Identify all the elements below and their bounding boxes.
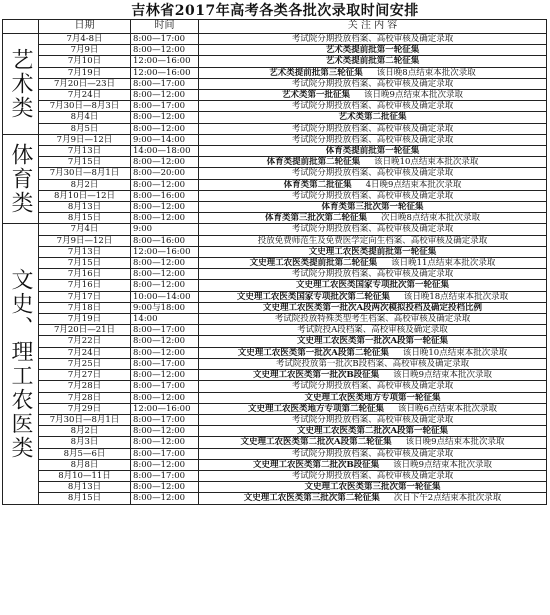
content-cell <box>199 280 547 291</box>
date-cell: 8月10日—12日 <box>39 190 131 201</box>
table-row <box>3 482 547 493</box>
date-cell: 7月15日 <box>39 258 131 269</box>
content-text: 考试院分期投放档案、高校审核及确定录取 <box>291 381 454 392</box>
date-cell: 7月9日 <box>39 45 131 56</box>
time-cell: 8:00—12:00 <box>131 123 199 134</box>
date-cell: 7月20日—23日 <box>39 78 131 89</box>
time-cell: 8:00—12:00 <box>131 493 199 504</box>
table-row <box>3 56 547 67</box>
date-cell: 8月13日 <box>39 482 131 493</box>
date-cell: 7月30日—8月3日 <box>39 101 131 112</box>
date-cell: 8月4日 <box>39 112 131 123</box>
content-text: 考试院分期投放档案、高校审核及确定录取 <box>291 101 454 112</box>
table-row <box>3 224 547 235</box>
category-label: 体育类 <box>3 134 39 224</box>
schedule-table <box>2 19 547 505</box>
table-row <box>3 437 547 448</box>
content-text: 考试院投放特殊类型考生档案、高校审核及确定录取 <box>274 314 471 325</box>
content-note: 该日晚9点结束本批次录取 <box>405 437 505 448</box>
table-row <box>3 213 547 224</box>
content-cell <box>199 146 547 157</box>
content-note: 该日晚11点结束本批次录取 <box>391 258 496 269</box>
content-text: 考试院分期投放档案、高校审核及确定录取 <box>291 34 454 44</box>
date-cell: 8月15日 <box>39 213 131 224</box>
table-row <box>3 112 547 123</box>
content-cell <box>199 482 547 493</box>
content-text: 考试院分期投放档案、高校审核及确定录取 <box>291 134 454 145</box>
content-text: 文史理工农医类提前批第二轮征集 <box>249 258 378 269</box>
content-text: 考试院分期投放档案、高校审核及确定录取 <box>291 470 454 481</box>
time-cell: 8:00—12:00 <box>131 45 199 56</box>
date-cell: 7月10日 <box>39 56 131 67</box>
content-text: 文史理工农医类第二批次B段征集 <box>252 459 380 470</box>
content-text: 体育类第二批征集 <box>283 179 352 190</box>
content-text: 艺术类提前批第二轮征集 <box>325 56 420 67</box>
time-cell: 8:00—12:00 <box>131 269 199 280</box>
content-cell <box>199 246 547 257</box>
content-cell <box>199 78 547 89</box>
date-cell: 7月28日 <box>39 392 131 403</box>
content-cell <box>199 381 547 392</box>
content-text: 体育类提前批第一轮征集 <box>325 146 420 157</box>
date-cell: 8月3日 <box>39 437 131 448</box>
date-cell: 7月15日 <box>39 157 131 168</box>
content-cell <box>199 459 547 470</box>
content-text: 体育类提前批第二轮征集 <box>266 157 361 168</box>
date-cell: 7月13日 <box>39 246 131 257</box>
content-note: 该日晚6点结束本批次录取 <box>398 403 497 414</box>
date-cell: 8月8日 <box>39 459 131 470</box>
date-cell: 7月16日 <box>39 269 131 280</box>
table-row <box>3 78 547 89</box>
content-text: 考试院分期投放档案、高校审核及确定录取 <box>291 123 454 134</box>
time-cell: 14:00—18:00 <box>131 146 199 157</box>
time-cell: 14:00 <box>131 314 199 325</box>
content-text: 文史理工农医类第三批次第二轮征集 <box>243 493 380 504</box>
content-text: 文史理工农医类国家专项批次第二轮征集 <box>236 291 390 302</box>
time-cell: 12:00—16:00 <box>131 403 199 414</box>
time-cell: 8:00—17:00 <box>131 34 199 45</box>
time-cell: 8:00—20:00 <box>131 168 199 179</box>
header-date: 日期 <box>39 20 131 34</box>
content-text: 文史理工农医类地方专项第二轮征集 <box>248 403 385 414</box>
table-row <box>3 414 547 425</box>
content-text: 考试院分期投放档案、高校审核及确定录取 <box>291 190 454 201</box>
table-row <box>3 235 547 246</box>
content-cell <box>199 34 547 45</box>
table-row <box>3 426 547 437</box>
time-cell: 8:00—17:00 <box>131 78 199 89</box>
table-row <box>3 302 547 313</box>
content-cell <box>199 291 547 302</box>
date-cell: 7月17日 <box>39 291 131 302</box>
table-row <box>3 190 547 201</box>
date-cell: 7月22日 <box>39 336 131 347</box>
table-row <box>3 280 547 291</box>
content-text: 文史理工农医类第二批次A段第一轮征集 <box>296 426 449 437</box>
content-cell <box>199 224 547 235</box>
content-text: 文史理工农医类第二批次A段第二轮征集 <box>240 437 392 448</box>
date-cell: 7月16日 <box>39 280 131 291</box>
header-time: 时间 <box>131 20 199 34</box>
date-cell: 8月10—11日 <box>39 470 131 481</box>
content-cell <box>199 302 547 313</box>
table-row <box>3 157 547 168</box>
table-row <box>3 403 547 414</box>
content-text: 文史理工农医类第三批次第一轮征集 <box>304 482 441 493</box>
table-row <box>3 123 547 134</box>
time-cell: 8:00—12:00 <box>131 437 199 448</box>
content-cell <box>199 190 547 201</box>
date-cell: 7月9日—12日 <box>39 134 131 145</box>
date-cell: 7月9日—12日 <box>39 235 131 246</box>
date-cell: 7月24日 <box>39 90 131 101</box>
time-cell: 12:00—16:00 <box>131 67 199 78</box>
time-cell: 8:00—16:00 <box>131 190 199 201</box>
content-cell <box>199 213 547 224</box>
time-cell: 8:00—12:00 <box>131 370 199 381</box>
date-cell: 8月2日 <box>39 426 131 437</box>
content-cell <box>199 448 547 459</box>
time-cell: 8:00—12:00 <box>131 347 199 358</box>
content-text: 文史理工农医类第一批次A段第二轮征集 <box>237 347 389 358</box>
date-cell: 8月5日 <box>39 123 131 134</box>
table-row <box>3 370 547 381</box>
content-cell <box>199 370 547 381</box>
time-cell: 8:00—12:00 <box>131 482 199 493</box>
time-cell: 10:00—14:00 <box>131 291 199 302</box>
time-cell: 12:00—16:00 <box>131 246 199 257</box>
content-note: 该日晚10点结束本批次录取 <box>374 157 479 168</box>
date-cell: 7月24日 <box>39 347 131 358</box>
time-cell: 8:00—12:00 <box>131 213 199 224</box>
time-cell: 8:00—16:00 <box>131 235 199 246</box>
header-content: 关 注 内 容 <box>199 20 547 34</box>
time-cell: 8:00—17:00 <box>131 470 199 481</box>
date-cell: 8月13日 <box>39 202 131 213</box>
time-cell: 8:00—17:00 <box>131 358 199 369</box>
content-text: 艺术类提前批第一轮征集 <box>325 45 420 56</box>
date-cell: 7月13日 <box>39 146 131 157</box>
time-cell: 8:00—12:00 <box>131 392 199 403</box>
table-row <box>3 381 547 392</box>
content-note: 4日晚9点结束本批次录取 <box>365 179 462 190</box>
content-cell <box>199 258 547 269</box>
content-cell <box>199 347 547 358</box>
date-cell: 7月4-8日 <box>39 34 131 45</box>
table-row <box>3 470 547 481</box>
content-text: 体育类第三批次第一轮征集 <box>321 202 424 213</box>
date-cell: 8月15日 <box>39 493 131 504</box>
table-row <box>3 146 547 157</box>
content-note: 该日晚8点结束本批次录取 <box>376 67 476 78</box>
time-cell: 8:00—12:00 <box>131 280 199 291</box>
time-cell: 8:00—12:00 <box>131 179 199 190</box>
date-cell: 7月18日 <box>39 302 131 313</box>
content-text: 艺术类第一批征集 <box>282 90 351 101</box>
content-cell <box>199 392 547 403</box>
content-cell <box>199 314 547 325</box>
time-cell: 8:00—17:00 <box>131 414 199 425</box>
time-cell: 8:00—17:00 <box>131 381 199 392</box>
content-cell <box>199 235 547 246</box>
content-cell <box>199 168 547 179</box>
content-text: 考试院分期投放档案、高校审核及确定录取 <box>291 414 454 425</box>
content-cell <box>199 112 547 123</box>
time-cell: 8:00—12:00 <box>131 258 199 269</box>
table-row <box>3 45 547 56</box>
content-note: 该日晚9点结束本批次录取 <box>393 370 493 381</box>
content-note: 次日下午2点结束本批次录取 <box>393 493 502 504</box>
category-label: 艺术类 <box>3 34 39 135</box>
date-cell: 8月5—6日 <box>39 448 131 459</box>
content-text: 文史理工农医类第一批次B段征集 <box>252 370 380 381</box>
content-text: 考试院分期投放档案、高校审核及确定录取 <box>291 78 454 89</box>
page-title: 吉林省2017年高考各类各批次录取时间安排 <box>131 3 419 19</box>
time-cell: 9:00与18:00 <box>131 302 199 313</box>
header-category <box>3 20 39 34</box>
content-cell <box>199 358 547 369</box>
table-row <box>3 336 547 347</box>
content-cell <box>199 123 547 134</box>
date-cell: 7月27日 <box>39 370 131 381</box>
content-cell <box>199 45 547 56</box>
content-cell <box>199 426 547 437</box>
content-cell <box>199 325 547 336</box>
content-note: 次日晚8点结束本批次录取 <box>381 213 480 224</box>
table-row <box>3 168 547 179</box>
header-row <box>3 20 547 34</box>
content-text: 艺术类第二批征集 <box>338 112 407 123</box>
table-row <box>3 101 547 112</box>
time-cell: 8:00—12:00 <box>131 112 199 123</box>
time-cell: 8:00—12:00 <box>131 90 199 101</box>
time-cell: 8:00—12:00 <box>131 157 199 168</box>
table-row <box>3 179 547 190</box>
time-cell: 8:00—17:00 <box>131 448 199 459</box>
content-cell <box>199 403 547 414</box>
content-note: 该日晚9点结束本批次录取 <box>364 90 463 101</box>
time-cell: 8:00—12:00 <box>131 426 199 437</box>
content-cell <box>199 437 547 448</box>
content-text: 投放免费师范生及免费医学定向生档案、高校审核及确定录取 <box>257 235 488 246</box>
table-row <box>3 325 547 336</box>
table-row <box>3 358 547 369</box>
content-cell <box>199 493 547 504</box>
table-row <box>3 459 547 470</box>
content-cell <box>199 101 547 112</box>
content-cell <box>199 134 547 145</box>
time-cell: 8:00—12:00 <box>131 202 199 213</box>
content-cell <box>199 470 547 481</box>
content-cell <box>199 202 547 213</box>
time-cell: 8:00—12:00 <box>131 459 199 470</box>
time-cell: 12:00—16:00 <box>131 56 199 67</box>
content-text: 文史理工农医类地方专项第一轮征集 <box>304 392 441 403</box>
date-cell: 7月29日 <box>39 403 131 414</box>
content-cell <box>199 56 547 67</box>
content-cell <box>199 269 547 280</box>
content-note: 该日晚9点结束本批次录取 <box>393 459 493 470</box>
table-row <box>3 134 547 145</box>
table-row <box>3 493 547 504</box>
time-cell: 9:00 <box>131 224 199 235</box>
content-text: 文史理工农医类第一批次A段两次模拟投档及确定投档比例 <box>262 302 483 313</box>
content-text: 文史理工农医类提前批第一轮征集 <box>308 246 437 257</box>
table-row <box>3 246 547 257</box>
time-cell: 8:00—17:00 <box>131 325 199 336</box>
content-cell <box>199 67 547 78</box>
date-cell: 7月28日 <box>39 381 131 392</box>
date-cell: 7月30日—8月1日 <box>39 168 131 179</box>
table-row <box>3 67 547 78</box>
content-text: 考试院分期投放档案、高校审核及确定录取 <box>291 448 454 459</box>
table-row <box>3 314 547 325</box>
date-cell: 7月4日 <box>39 224 131 235</box>
date-cell: 7月25日 <box>39 358 131 369</box>
date-cell: 7月19日 <box>39 67 131 78</box>
table-row <box>3 34 547 45</box>
content-text: 考试院分期投放档案、高校审核及确定录取 <box>291 269 454 280</box>
table-row <box>3 202 547 213</box>
category-label: 文史、理工农医类 <box>3 224 39 504</box>
content-note: 该日晚10点结束本批次录取 <box>402 347 508 358</box>
date-cell: 7月30日—8月1日 <box>39 414 131 425</box>
content-note: 该日晚18点结束本批次录取 <box>403 291 509 302</box>
date-cell: 7月20日—21日 <box>39 325 131 336</box>
date-cell: 7月19日 <box>39 314 131 325</box>
content-cell <box>199 157 547 168</box>
table-row <box>3 291 547 302</box>
content-cell <box>199 414 547 425</box>
table-row <box>3 347 547 358</box>
content-text: 体育类第三批次第二轮征集 <box>265 213 368 224</box>
time-cell: 9:00—14:00 <box>131 134 199 145</box>
table-row <box>3 90 547 101</box>
date-cell: 8月2日 <box>39 179 131 190</box>
table-row <box>3 392 547 403</box>
time-cell: 8:00—17:00 <box>131 101 199 112</box>
table-row <box>3 448 547 459</box>
content-text: 艺术类提前批第三轮征集 <box>269 67 363 78</box>
content-cell <box>199 336 547 347</box>
content-text: 考试院分期投放档案、高校审核及确定录取 <box>291 224 454 235</box>
time-cell: 8:00—12:00 <box>131 336 199 347</box>
content-text: 考试院投A段档案、高校审核及确定录取 <box>297 325 448 336</box>
content-cell <box>199 179 547 190</box>
content-text: 文史理工农医类国家专项批次第一轮征集 <box>295 280 449 291</box>
content-text: 文史理工农医类第一批次A段第一轮征集 <box>296 336 449 347</box>
content-text: 考试院投放第一批次B段档案、高校审核及确定录取 <box>275 358 470 369</box>
content-cell <box>199 90 547 101</box>
schedule-body <box>3 34 547 505</box>
content-text: 考试院分期投放档案、高校审核及确定录取 <box>291 168 454 179</box>
table-row <box>3 258 547 269</box>
table-row <box>3 269 547 280</box>
